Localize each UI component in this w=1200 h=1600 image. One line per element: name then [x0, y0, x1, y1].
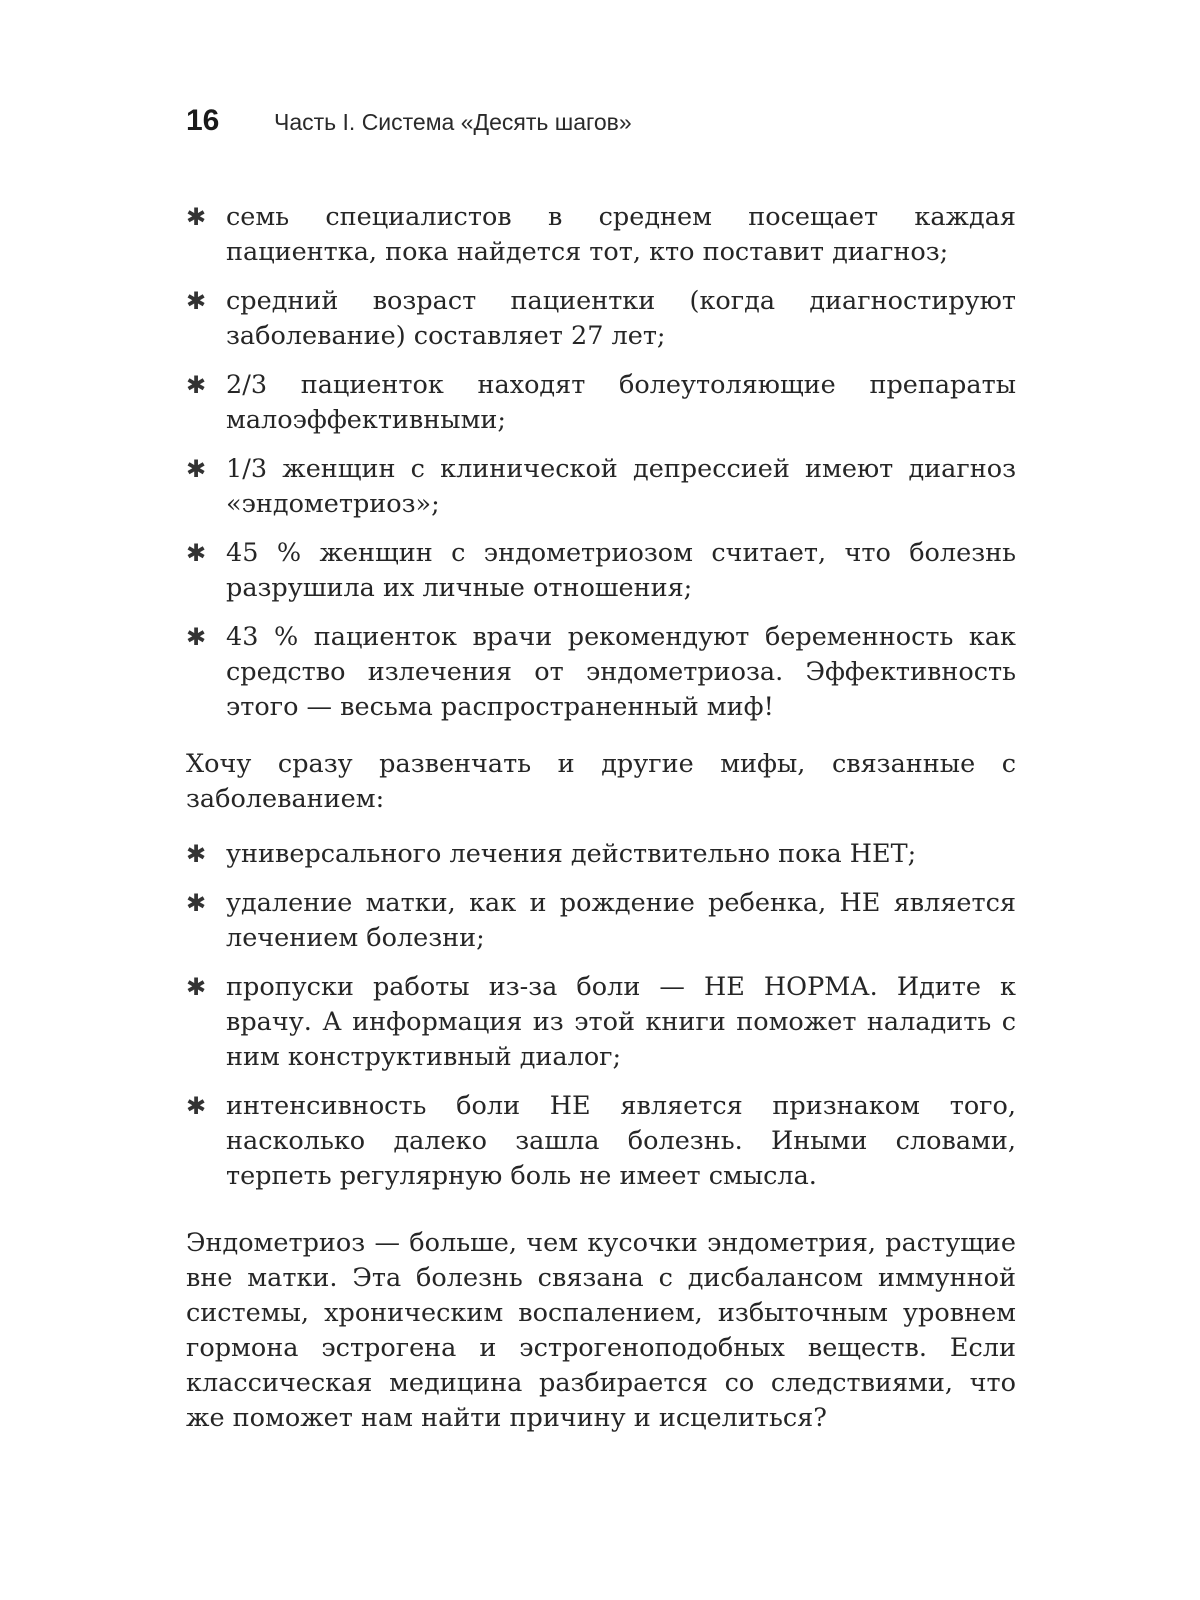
- list-item: [186, 200, 1016, 270]
- asterisk-bullet-icon: ✱: [186, 1092, 207, 1120]
- list-item: [186, 970, 1016, 1075]
- asterisk-bullet-icon: ✱: [186, 455, 207, 483]
- list-item-text: средний возраст пациентки (когда диагностируют заболевание) составляет 27 лет;: [226, 286, 1016, 351]
- list-item-text: универсального лечения действительно пока НЕТ;: [226, 839, 917, 869]
- list-item: [186, 536, 1016, 606]
- page-body: [186, 200, 1016, 1456]
- closing-paragraph: Эндометриоз — больше, чем кусочки эндометрия, растущие вне матки. Эта болезнь связана с дисбалансом иммунной системы, хроническим воспалением, избыточным уровнем гормона эстрогена и эстрогеноподобных веществ. Если классическая медицина разбирается со следствиями, что же поможет нам найти причину и исцелиться?: [186, 1228, 1016, 1433]
- running-title: Часть I. Система «Десять шагов»: [274, 109, 632, 135]
- statistics-list: [186, 200, 1016, 725]
- page-header: [186, 104, 632, 144]
- list-item-text: 1/3 женщин с клинической депрессией имеют диагноз «эндометриоз»;: [226, 454, 1016, 519]
- asterisk-bullet-icon: ✱: [186, 973, 207, 1001]
- list-item-text: интенсивность боли НЕ является признаком того, насколько далеко зашла болезнь. Иными словами, терпеть регулярную боль не имеет смысла.: [226, 1091, 1016, 1191]
- list-item: [186, 452, 1016, 522]
- list-item: [186, 284, 1016, 354]
- list-item-text: 45 % женщин с эндометриозом считает, что болезнь разрушила их личные отношения;: [226, 538, 1016, 603]
- asterisk-bullet-icon: ✱: [186, 203, 207, 231]
- asterisk-bullet-icon: ✱: [186, 287, 207, 315]
- asterisk-bullet-icon: ✱: [186, 539, 207, 567]
- asterisk-bullet-icon: ✱: [186, 623, 207, 651]
- asterisk-bullet-icon: ✱: [186, 840, 207, 868]
- asterisk-bullet-icon: ✱: [186, 371, 207, 399]
- list-item: [186, 620, 1016, 725]
- list-item: [186, 1089, 1016, 1194]
- page-number: 16: [186, 104, 220, 137]
- list-item-text: семь специалистов в среднем посещает каждая пациентка, пока найдется тот, кто поставит диагноз;: [226, 202, 1016, 267]
- list-item-text: удаление матки, как и рождение ребенка, НЕ является лечением болезни;: [226, 888, 1016, 953]
- list-item-text: 2/3 пациенток находят болеутоляющие препараты малоэффективными;: [226, 370, 1016, 435]
- myths-list: [186, 837, 1016, 1194]
- list-item: [186, 837, 1016, 872]
- list-item-text: пропуски работы из-за боли — НЕ НОРМА. Идите к врачу. А информация из этой книги поможет наладить с ним конструктивный диалог;: [226, 972, 1016, 1072]
- asterisk-bullet-icon: ✱: [186, 889, 207, 917]
- list-item: [186, 368, 1016, 438]
- intro-paragraph: Хочу сразу развенчать и другие мифы, связанные с заболеванием:: [186, 749, 1016, 814]
- list-item-text: 43 % пациенток врачи рекомендуют беременность как средство излечения от эндометриоза. Эффективность этого — весьма распространенный миф!: [226, 622, 1016, 722]
- list-item: [186, 886, 1016, 956]
